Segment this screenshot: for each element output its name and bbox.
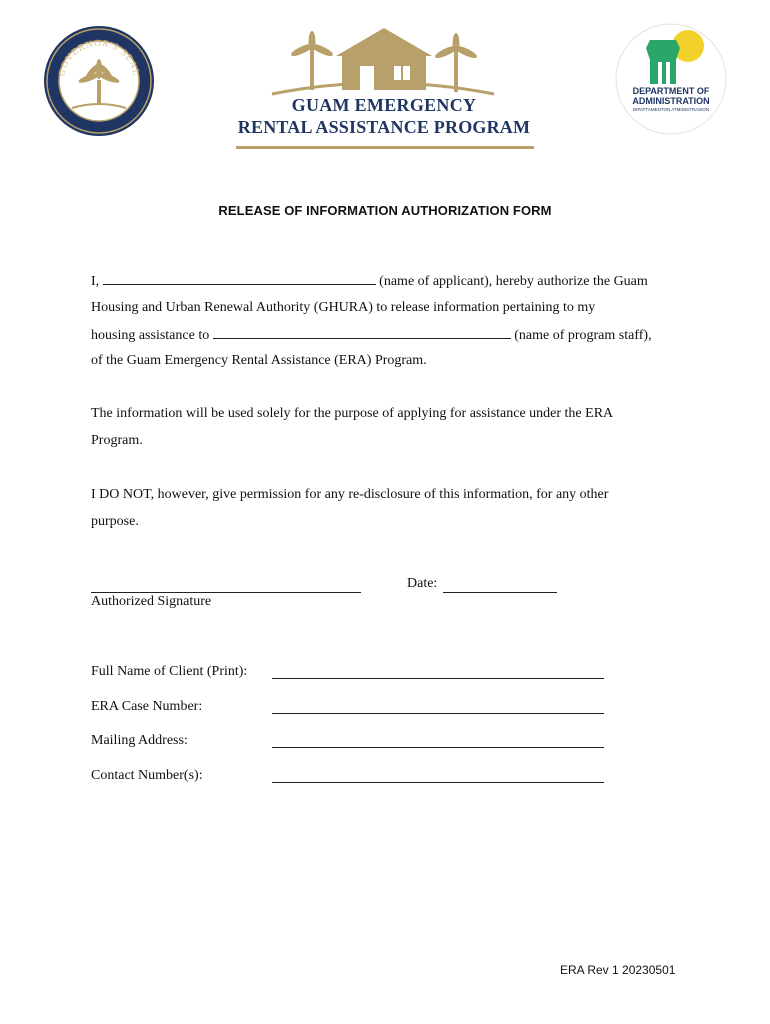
doa-logo-line1: DEPARTMENT OF <box>632 86 710 96</box>
paragraph-1-line-3 <box>91 326 652 345</box>
program-logo <box>232 22 536 152</box>
text-segment: (name of program staff), <box>510 328 652 343</box>
doa-logo-line3: DIPATTAMENTON ATMINISTRASION <box>632 107 710 112</box>
governors-seal-logo <box>42 24 156 138</box>
contact-number-line[interactable] <box>272 782 604 783</box>
paragraph-3-line-2: purpose. <box>91 514 139 529</box>
case-number-line[interactable] <box>272 713 604 714</box>
full-name-line[interactable] <box>272 678 604 679</box>
case-number-label: ERA Case Number: <box>91 699 203 714</box>
program-staff-blank[interactable] <box>213 326 511 339</box>
applicant-name-blank[interactable] <box>103 272 376 285</box>
paragraph-1-line-4: of the Guam Emergency Rental Assistance (ERA) Program. <box>91 353 427 368</box>
program-logo-line1: GUAM EMERGENCY <box>291 95 477 115</box>
doa-logo <box>614 22 728 136</box>
program-logo-line2: RENTAL ASSISTANCE PROGRAM <box>237 117 531 137</box>
paragraph-2-line-2: Program. <box>91 433 143 448</box>
date-line[interactable] <box>443 592 557 593</box>
text-segment: (name of applicant), hereby authorize the Guam <box>375 274 648 289</box>
contact-number-label: Contact Number(s): <box>91 768 203 783</box>
paragraph-2-line-1: The information will be used solely for the purpose of applying for assistance under the ERA <box>91 406 614 421</box>
text-segment: housing assistance to <box>91 328 213 343</box>
signature-label: Authorized Signature <box>91 594 212 609</box>
doa-logo-line2: ADMINISTRATION <box>632 96 710 106</box>
mailing-address-line[interactable] <box>272 747 604 748</box>
signature-line[interactable] <box>91 592 361 593</box>
text-segment: I, <box>91 274 103 289</box>
svg-text:GOVERNOR'S SEAL: GOVERNOR'S SEAL <box>57 38 141 78</box>
date-label: Date: <box>407 576 438 591</box>
mailing-address-label: Mailing Address: <box>91 733 188 748</box>
full-name-label: Full Name of Client (Print): <box>91 664 248 679</box>
form-title: RELEASE OF INFORMATION AUTHORIZATION FORM <box>218 203 552 218</box>
revision-footer: ERA Rev 1 20230501 <box>560 963 676 977</box>
paragraph-1-line-2: Housing and Urban Renewal Authority (GHURA) to release information pertaining to my <box>91 300 596 315</box>
paragraph-1-line-1 <box>91 272 648 291</box>
doa-emblem-icon <box>614 22 728 136</box>
paragraph-3-line-1: I DO NOT, however, give permission for any re-disclosure of this information, for any other <box>91 487 609 502</box>
program-logo-underline <box>236 146 534 149</box>
